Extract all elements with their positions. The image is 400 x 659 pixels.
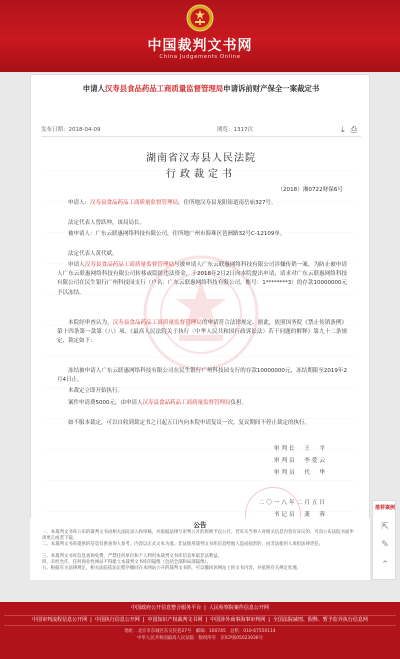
footer-link[interactable]: 中国执行信息公开网: [94, 617, 140, 623]
p1-suffix: ，住所地汉寿县龙阳街道南岳庙327号。: [178, 200, 277, 206]
footer-links-secondary: 中国审判流程信息公开网 | 中国执行信息公开网 | 中国知识产权裁判文书网 | 中国涉外商事海事审判网 | 全国法院减刑、假释、暂予监外执行信息网: [4, 615, 396, 626]
views-value: 1317次: [233, 127, 254, 133]
court-clerk: 书记员 龚 蓉: [273, 512, 327, 518]
judge-one: 审判员 李爱云: [273, 458, 327, 464]
notice-item: 三、本裁判文书库信息查询免费，严禁任何单位和个人利用本裁判文书库信息牟取非法利益。: [42, 554, 223, 559]
notice-item: 一、本裁判文书库公布的裁判文书由相关法院录入和审核，并依据法律与审判公开的原则予以公开。若有关当事人对相关信息内容有异议的，可向公布法院书面申请更正或者下镜。: [42, 530, 354, 541]
p9-prefix: 案件申请费5000元，由申请人: [68, 400, 143, 406]
footer-link[interactable]: 中国涉外商事海事审判网: [210, 617, 266, 623]
p5-suffix: 与被申请人广东云联惠网络科技有限公司涉嫌传销一案，为防止被申请人广东云联惠网络科技有限公司转移或隐匿违法资金，于2018年2月2日向本院提出申请，请求对广东云联惠网络科技有限公司在民生银行广州科技园支行（户名：广东云联惠网络科技有限公司，账号：1********3）的存款10000000元予以冻结。: [57, 262, 347, 296]
site-header: [0, 0, 400, 72]
applicant-paragraph: [57, 199, 347, 208]
view-count: [217, 123, 253, 137]
footer-link[interactable]: 中国审判流程信息公开网: [32, 617, 88, 623]
notice-section: [30, 518, 370, 580]
side-toolbar: [372, 500, 396, 580]
views-label: 浏览：: [217, 127, 234, 133]
notice-item: 二、本裁判文书库提供的信息仅供查询人参考，内容以正式文本为准。非法使用裁判文书库信息给他人造成损害的，由非法使用人承担法律责任。: [42, 542, 324, 547]
judge-two: 审判员 代 华: [273, 470, 327, 476]
p9-highlight[interactable]: 汉寿县食品药品工商质量监督管理局: [142, 400, 231, 406]
p6-suffix: 的申请符合法律规定。据此，依照国务院《禁止传销条例》第十四条第一款第（八）项、《最高人民法院关于执行〈中华人民共和国行政诉讼法〉若干问题的解释》第九十二条规定，裁定如下：: [57, 320, 347, 345]
site-subtitle: China Judgements Online: [159, 54, 241, 60]
address-line: 地址：北京市东城区东交民巷27号 邮编：100745 总机：010-67550114: [124, 629, 276, 634]
p1-prefix: 申请人：: [68, 200, 91, 206]
case-title: [43, 83, 359, 95]
respondent-paragraph: 被申请人：广东云联惠网络科技有限公司，住所地广州市海珠区琶洲路32号C-12109单。: [68, 231, 286, 237]
notice-item: 五、根据有关法律规定，相关法院依法定程序撤回在本网站公开的裁判文书的，可以撤回该网站上的文书内容，并依照有关规定处理。: [42, 566, 302, 571]
edit-icon[interactable]: ✎: [381, 540, 389, 550]
download-icon[interactable]: ⤓: [341, 125, 345, 134]
judgement-panel: [30, 74, 370, 580]
fee-paragraph: [57, 399, 347, 408]
court-name: 湖南省汉寿县人民法院: [146, 153, 256, 164]
ruling-paragraph: 冻结被申请人广东云联惠网络科技有限公司在民生银行广州科技园支行的存款10000000元，冻结期限至2019年2月4日止。: [57, 368, 347, 384]
icp-line: 中华人民共和国最高人民法院 版权所有 京ICP备05023036号: [137, 636, 263, 641]
ruling-date: 二〇一八年二月五日: [258, 500, 327, 506]
case-title-highlight[interactable]: 汉寿县食品药品工商质量监督管理局: [104, 84, 224, 93]
doc-tools: [335, 123, 357, 137]
p6-prefix: 本院经审查认为，: [68, 320, 113, 326]
p5-prefix: 申请人: [68, 262, 85, 268]
p5-highlight[interactable]: 汉寿县食品药品工商质量监督管理局: [84, 262, 175, 268]
respondent-rep-paragraph: 法定代表人黄代斌。: [68, 251, 118, 257]
site-footer: [0, 602, 400, 659]
representative-paragraph: 法定代表人曾跃坤，该局局长。: [68, 220, 146, 226]
footer-link[interactable]: 中国政府公开信息整合服务平台: [131, 605, 202, 611]
publish-label: 发布日期：: [41, 127, 69, 133]
case-meta-bar: [41, 123, 361, 137]
judgement-document: [45, 143, 357, 573]
p1-highlight[interactable]: 汉寿县食品药品工商质量监督管理局: [90, 200, 179, 206]
footer-links-primary: 中国政府公开信息整合服务平台 | 人民检察院案件信息公开网: [131, 605, 269, 611]
p9-suffix: 负担。: [230, 400, 248, 406]
back-to-top-icon[interactable]: ⌃: [381, 560, 389, 570]
notice-title: 公告: [193, 521, 207, 529]
presiding-judge: 审判长 王 平: [273, 446, 327, 452]
case-title-prefix: 申请人: [82, 84, 105, 93]
case-title-suffix: 申请诉前财产保全一案裁定书: [223, 84, 320, 93]
share-icon[interactable]: ⇱: [381, 522, 389, 532]
publish-date: [41, 123, 100, 137]
notice-item: 四、未经允许，任何商业性网站不得建立本裁判文书库的镜像（包括全部和局部镜像）。: [42, 560, 212, 565]
site-title[interactable]: 中国裁判文书网: [147, 38, 253, 54]
case-number: （2018）湘0722财保6号: [277, 187, 343, 193]
p6-highlight[interactable]: 汉寿县食品药品工商质量监督管理局: [112, 320, 202, 326]
footer-link[interactable]: 全国法院减刑、假释、暂予监外执行信息网: [272, 617, 368, 623]
print-icon[interactable]: ⎙: [350, 125, 357, 134]
footer-link[interactable]: 中国知识产权裁判文书网: [147, 617, 203, 623]
request-paragraph: [57, 261, 347, 298]
review-paragraph: [57, 319, 347, 347]
publish-value: 2018-04-09: [68, 127, 101, 133]
footer-address: [0, 628, 400, 642]
execution-paragraph: 本裁定立即开始执行。: [68, 388, 124, 394]
court-emblem-icon: [186, 4, 214, 32]
document-type: 行政裁定书: [166, 169, 236, 180]
footer-link[interactable]: 人民检察院案件信息公开网: [208, 605, 269, 611]
recommended-cases-button[interactable]: 推荐案例: [374, 505, 395, 511]
appeal-paragraph: 如不服本裁定，可以自收到裁定书之日起五日内向本院申请复议一次。复议期间不停止裁定的执行。: [68, 420, 311, 426]
